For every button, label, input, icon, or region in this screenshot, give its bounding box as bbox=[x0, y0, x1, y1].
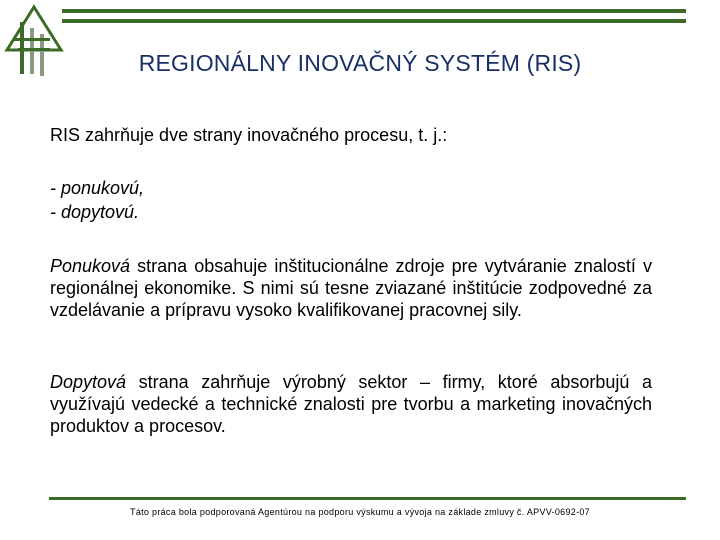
paragraph-dopytova-text: strana zahrňuje výrobný sektor – firmy, ktoré absorbujú a využívajú vedecké a technické znalosti pre tvorbu a marketing inovačných produktov a procesov. bbox=[50, 372, 652, 436]
paragraph-dopytova bbox=[50, 371, 652, 437]
header-rule-second bbox=[62, 19, 686, 23]
list-item-dopytova: - dopytovú. bbox=[50, 202, 140, 222]
intro-text: RIS zahrňuje dve strany inovačného procesu, t. j.: bbox=[50, 125, 448, 145]
header-rule-top bbox=[62, 9, 686, 13]
paragraph-ponukova-lead: Ponuková bbox=[50, 256, 131, 276]
strana-list bbox=[50, 176, 144, 224]
page-title: REGIONÁLNY INOVAČNÝ SYSTÉM (RIS) bbox=[138, 50, 582, 76]
paragraph-ponukova-text: strana obsahuje inštitucionálne zdroje pre vytváranie znalostí v regionálnej ekonomike. S nimi sú tesne zviazané inštitúcie zodpovedné za vzdelávanie a prípravu vysoko kvalifikovanej pracovnej sily. bbox=[50, 256, 652, 320]
list-item-ponukova: - ponukovú, bbox=[50, 178, 145, 198]
footer-funding-note: Táto práca bola podporovaná Agentúrou na podporu výskumu a vývoja na základe zmluvy č. APVV-0692-07 bbox=[130, 507, 590, 517]
footer-rule bbox=[49, 497, 686, 500]
paragraph-dopytova-lead: Dopytová bbox=[50, 372, 127, 392]
paragraph-ponukova bbox=[50, 255, 652, 321]
